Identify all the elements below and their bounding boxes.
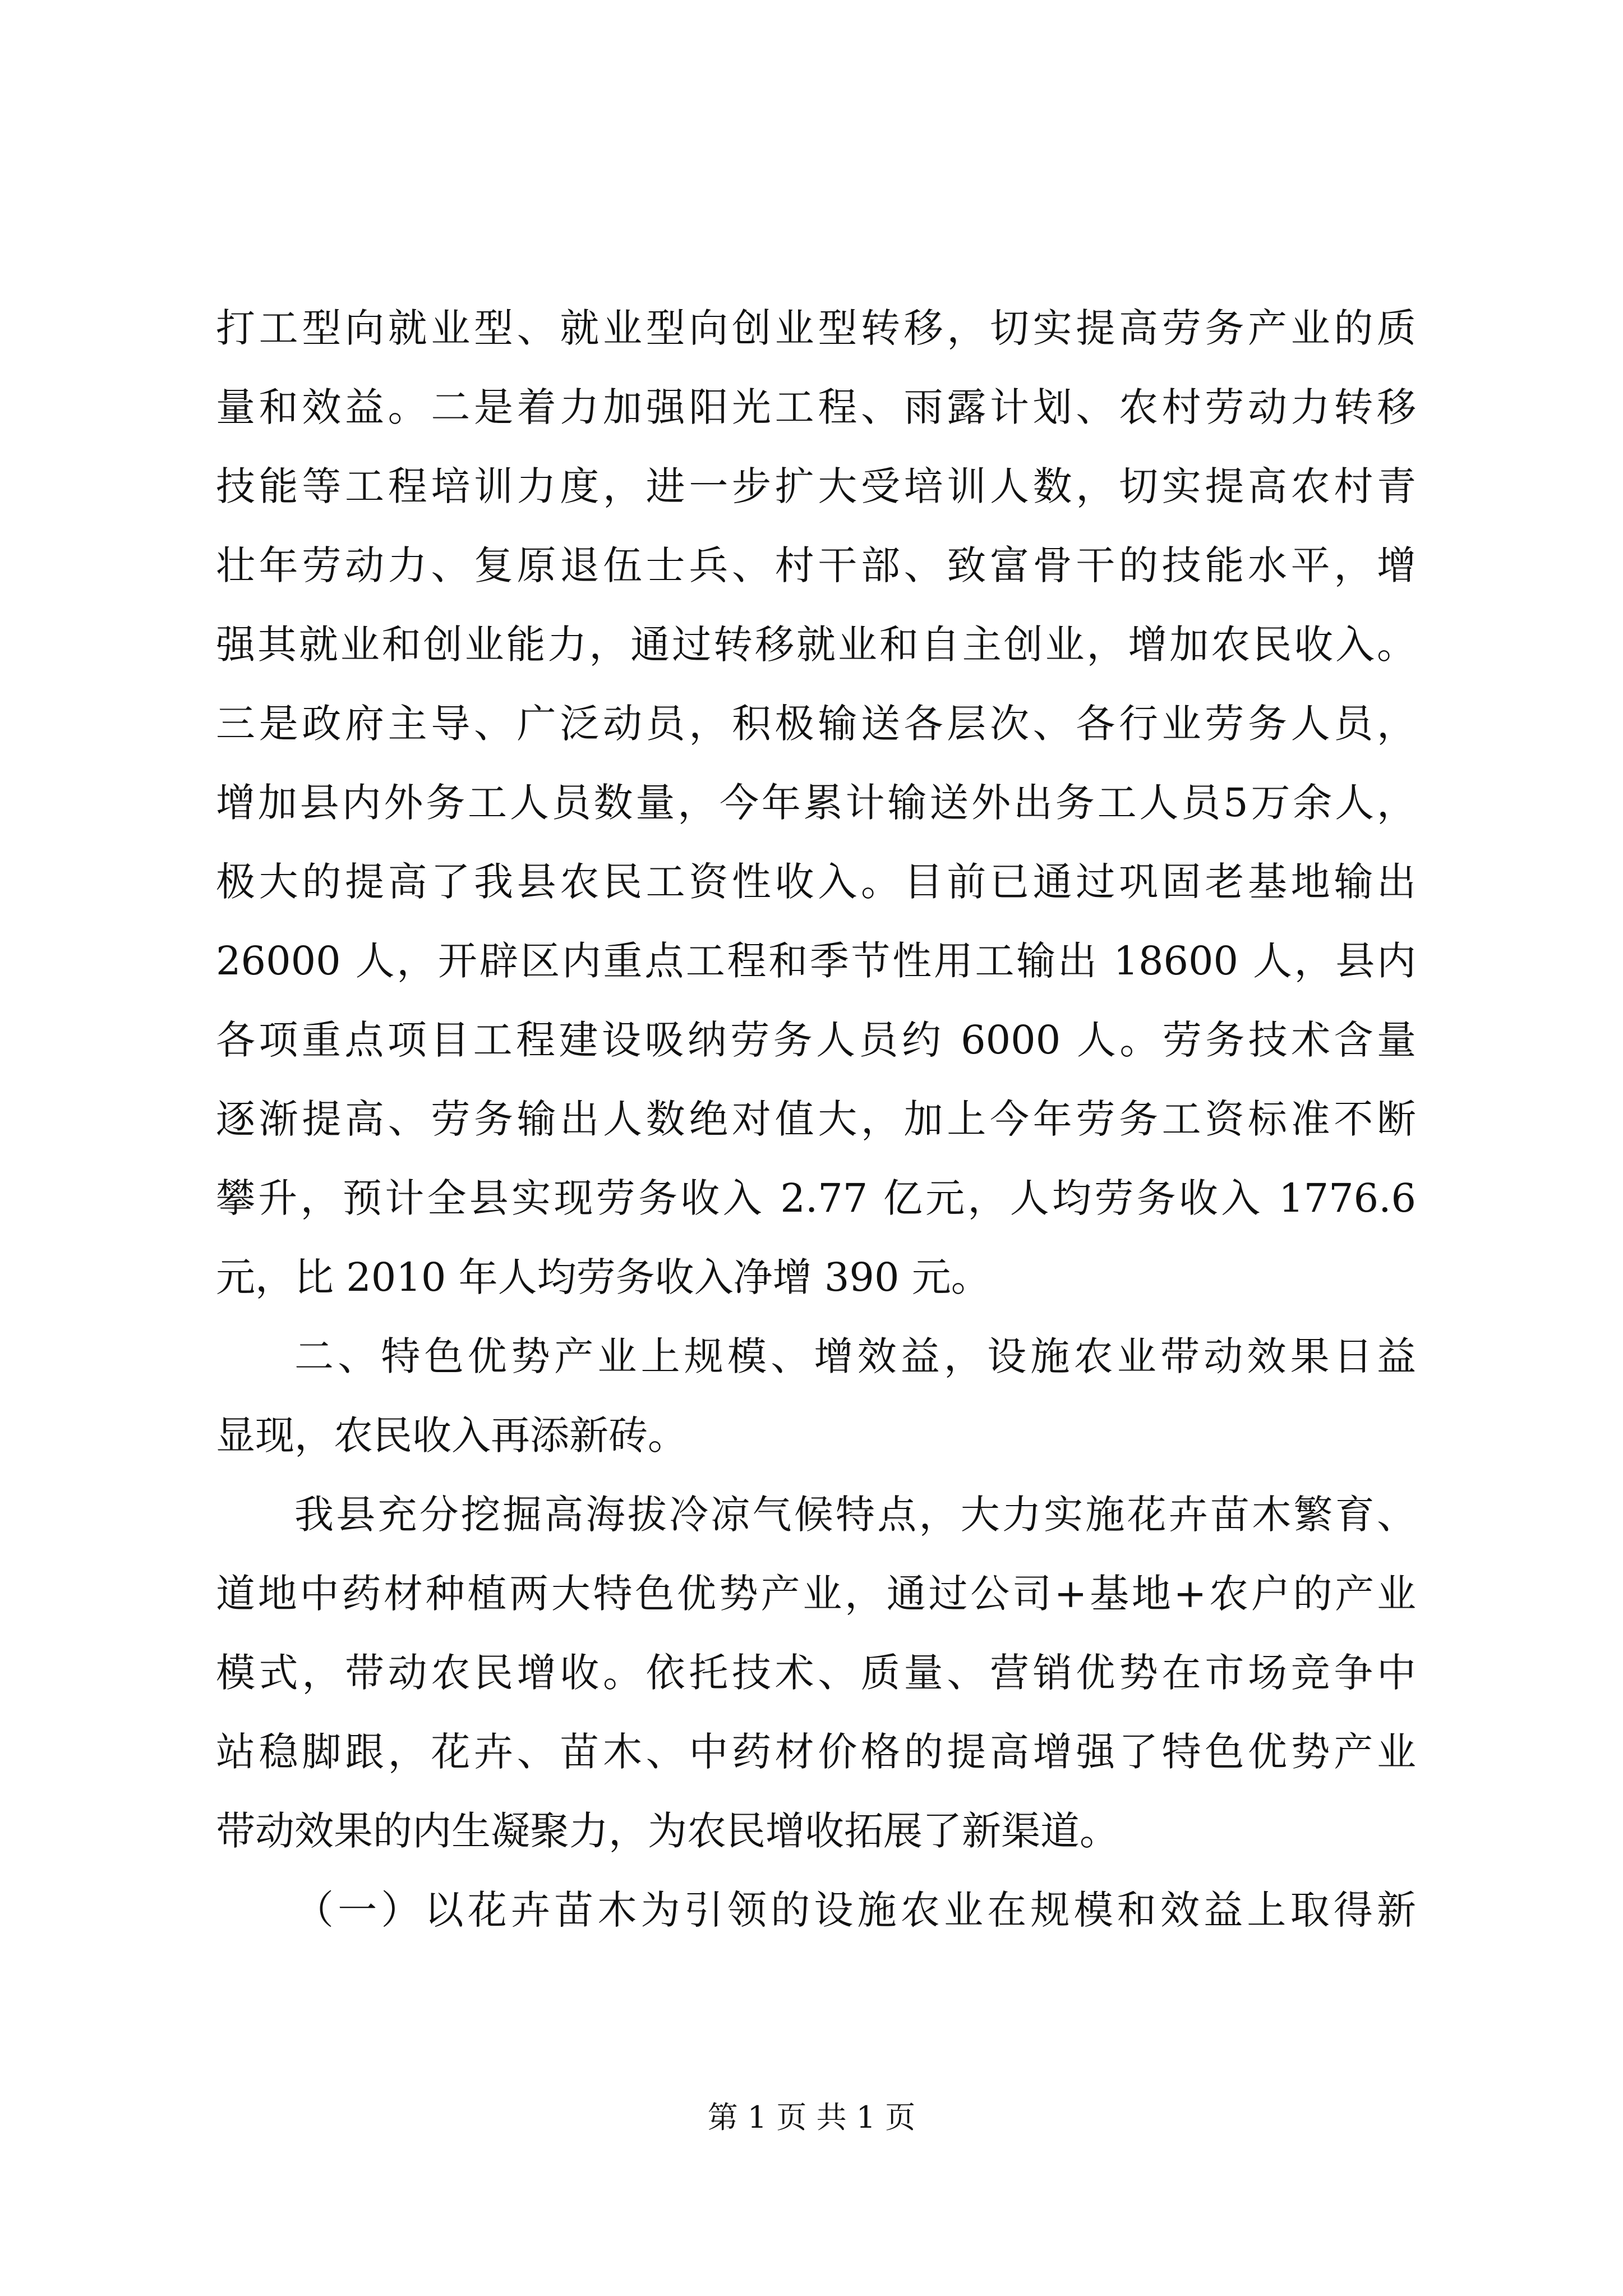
- section-heading-line: 二、特色优势产业上规模、增效益，设施农业带动效果日益: [294, 1333, 1416, 1379]
- section-heading-line: 显现，农民收入再添新砖。: [216, 1412, 687, 1458]
- text-line: 技能等工程培训力度，进一步扩大受培训人数，切实提高农村青: [216, 463, 1416, 509]
- text-line: 带动效果的内生凝聚力，为农民增收拓展了新渠道。: [216, 1808, 1119, 1854]
- text-line: 量和效益。二是着力加强阳光工程、雨露计划、农村劳动力转移: [216, 384, 1416, 430]
- subsection-heading-line: （一）以花卉苗木为引领的设施农业在规模和效益上取得新: [294, 1887, 1416, 1933]
- text-line: 极大的提高了我县农民工资性收入。目前已通过巩固老基地输出: [216, 859, 1416, 905]
- text-line: 增加县内外务工人员数量，今年累计输送外出务工人员5万余人，: [216, 780, 1416, 826]
- text-line: 各项重点项目工程建设吸纳劳务人员约 6000 人。劳务技术含量: [216, 1017, 1416, 1063]
- text-line: 三是政府主导、广泛动员，积极输送各层次、各行业劳务人员，: [216, 701, 1416, 747]
- text-line: 逐渐提高、劳务输出人数绝对值大，加上今年劳务工资标准不断: [216, 1096, 1416, 1142]
- page-footer: 第 1 页 共 1 页: [707, 2100, 916, 2135]
- text-line: 道地中药材种植两大特色优势产业，通过公司+基地+农户的产业: [216, 1571, 1416, 1617]
- text-line: 模式，带动农民增收。依托技术、质量、营销优势在市场竞争中: [216, 1650, 1416, 1696]
- document-body: [216, 289, 1416, 1950]
- text-line: 站稳脚跟，花卉、苗木、中药材价格的提高增强了特色优势产业: [216, 1729, 1416, 1775]
- text-line: 26000 人，开辟区内重点工程和季节性用工输出 18600 人，县内: [216, 938, 1416, 984]
- text-line: 攀升，预计全县实现劳务收入 2.77 亿元，人均劳务收入 1776.6: [216, 1175, 1416, 1221]
- text-line: 我县充分挖掘高海拔冷凉气候特点，大力实施花卉苗木繁育、: [294, 1492, 1416, 1538]
- text-line: 壮年劳动力、复原退伍士兵、村干部、致富骨干的技能水平，增: [216, 542, 1416, 588]
- text-line: 元，比 2010 年人均劳务收入净增 390 元。: [216, 1254, 990, 1300]
- text-line: 强其就业和创业能力，通过转移就业和自主创业，增加农民收入。: [216, 622, 1416, 668]
- text-line: 打工型向就业型、就业型向创业型转移，切实提高劳务产业的质: [216, 305, 1416, 351]
